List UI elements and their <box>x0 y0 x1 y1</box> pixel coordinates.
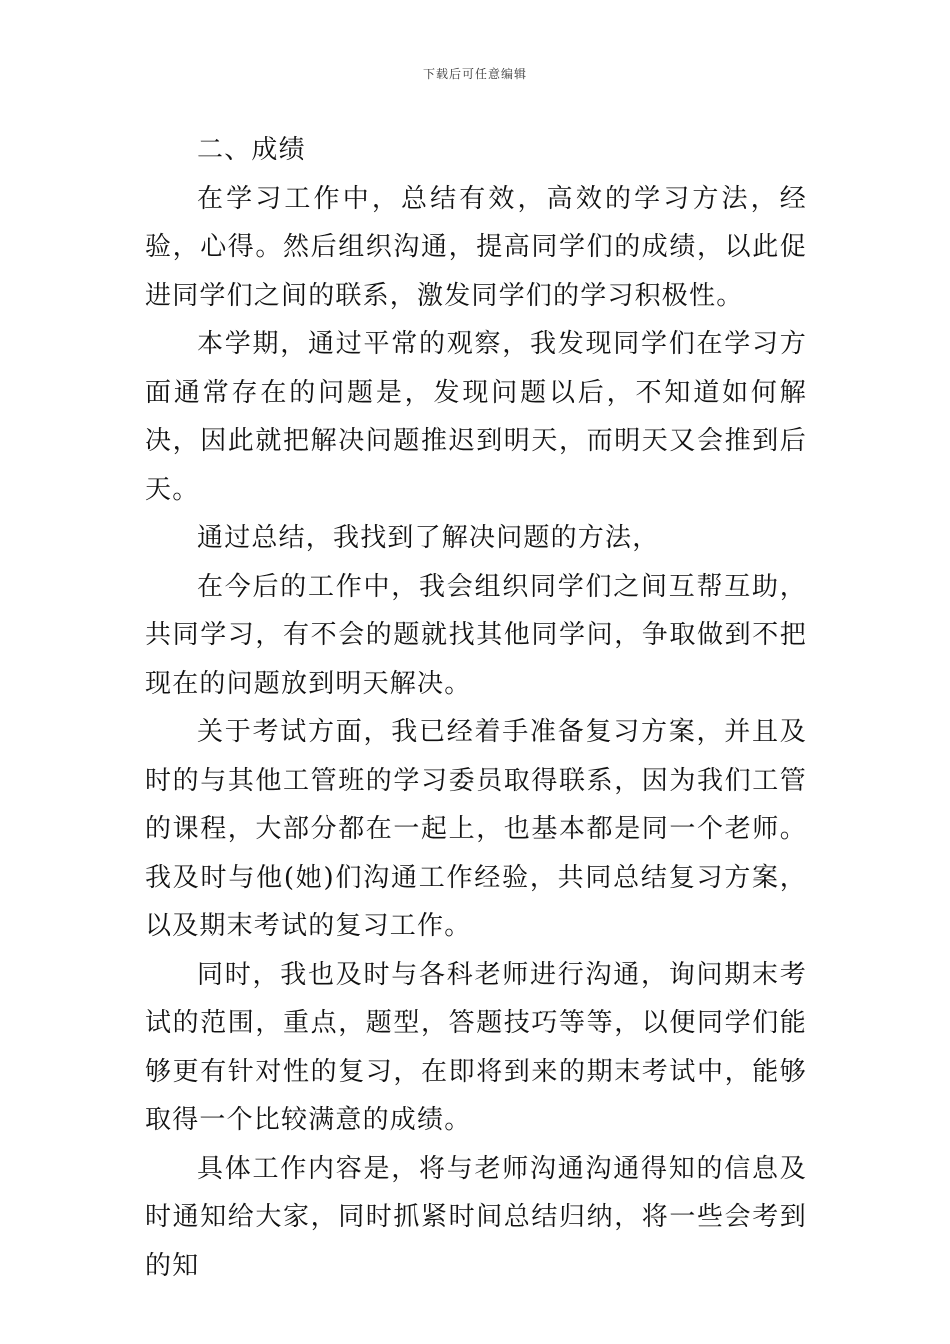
paragraph: 通过总结，我找到了解决问题的方法， <box>197 523 660 553</box>
section-heading: 二、成绩 <box>197 135 306 165</box>
paragraph: 具体工作内容是，将与老师沟通沟通得知的信息及时通知给大家，同时抓紧时间总结归纳，将一些会考到的知 <box>145 1153 807 1281</box>
paragraph: 关于考试方面，我已经着手准备复习方案，并且及时的与其他工管班的学习委员取得联系，因为我们工管的课程，大部分都在一起上，也基本都是同一个老师。我及时与他(她)们沟通工作经验，共同总结复习方案，以及期末考试的复习工作。 <box>145 717 807 941</box>
page-header-note: 下载后可任意编辑 <box>422 67 527 81</box>
document-body <box>145 126 807 1290</box>
paragraph: 在今后的工作中，我会组织同学们之间互帮互助，共同学习，有不会的题就找其他同学问，争取做到不把现在的问题放到明天解决。 <box>145 571 807 699</box>
paragraph: 同时，我也及时与各科老师进行沟通，询问期末考试的范围，重点，题型，答题技巧等等，以便同学们能够更有针对性的复习，在即将到来的期末考试中，能够取得一个比较满意的成绩。 <box>145 959 807 1135</box>
paragraph: 在学习工作中，总结有效，高效的学习方法，经验，心得。然后组织沟通，提高同学们的成绩，以此促进同学们之间的联系，激发同学们的学习积极性。 <box>145 183 807 311</box>
paragraph: 本学期，通过平常的观察，我发现同学们在学习方面通常存在的问题是，发现问题以后，不知道如何解决，因此就把解决问题推迟到明天，而明天又会推到后天。 <box>145 329 807 505</box>
